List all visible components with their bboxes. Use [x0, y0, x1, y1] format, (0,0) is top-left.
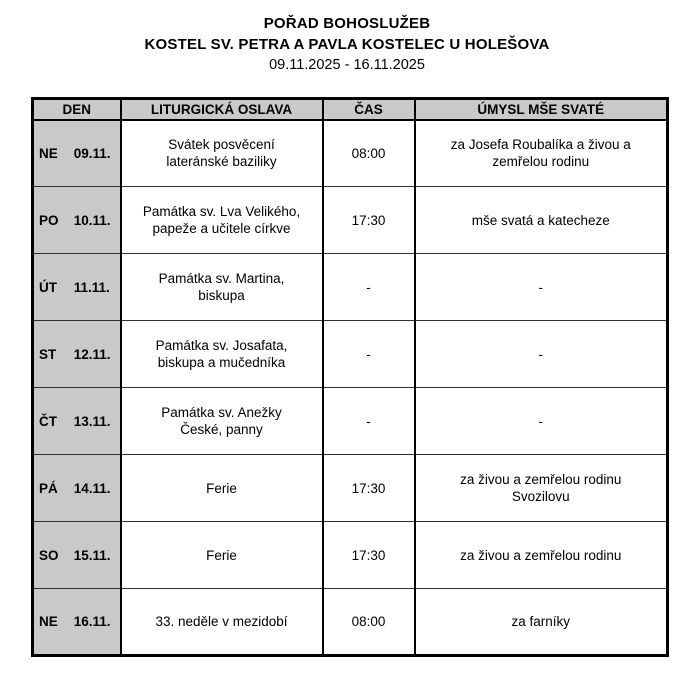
schedule-table-body: [33, 120, 668, 656]
day-abbrev: ČT: [39, 413, 57, 429]
schedule-table-header: [33, 99, 668, 120]
day-date: 16.11.: [73, 614, 111, 629]
schedule-table: [31, 97, 669, 657]
page-title: POŘAD BOHOSLUŽEB: [263, 15, 431, 32]
table-row: [33, 321, 668, 388]
day-cell: [33, 120, 121, 187]
intention-cell: za živou a zemřelou rodinu: [415, 522, 668, 589]
day-cell: [33, 187, 121, 254]
day-cell: [33, 254, 121, 321]
intention-cell: -: [415, 388, 668, 455]
day-date: 10.11.: [73, 212, 111, 228]
celebration-cell: Ferie: [121, 455, 323, 522]
document-header: [0, 0, 694, 76]
day-date: 13.11.: [73, 413, 111, 429]
day-abbrev: PÁ: [39, 480, 58, 496]
day-abbrev: ST: [39, 346, 57, 362]
column-header-den: DEN: [33, 99, 121, 120]
time-cell: 17:30: [323, 455, 415, 522]
day-cell: [33, 522, 121, 589]
celebration-cell: Památka sv. Lva Velikého, papeže a učitele církve: [121, 187, 323, 254]
day-abbrev: PO: [39, 212, 59, 228]
celebration-cell: Ferie: [121, 522, 323, 589]
celebration-cell: Památka sv. Anežky České, panny: [121, 388, 323, 455]
day-date: 14.11.: [73, 480, 111, 496]
column-header-liturgicka-oslava: LITURGICKÁ OSLAVA: [121, 99, 323, 120]
church-name: KOSTEL SV. PETRA A PAVLA KOSTELEC U HOLEŠOVA: [144, 36, 550, 53]
celebration-cell: Svátek posvěcení lateránské baziliky: [121, 120, 323, 187]
table-row: [33, 254, 668, 321]
celebration-cell: Památka sv. Josafata, biskupa a mučedníka: [121, 321, 323, 388]
time-cell: -: [323, 388, 415, 455]
day-date: 11.11.: [73, 279, 110, 295]
header-row: [33, 99, 668, 120]
intention-cell: -: [415, 321, 668, 388]
table-row: [33, 120, 668, 187]
day-date: 15.11.: [73, 547, 111, 563]
table-row: [33, 187, 668, 254]
day-cell: [33, 321, 121, 388]
day-abbrev: NE: [39, 614, 58, 629]
time-cell: 17:30: [323, 187, 415, 254]
table-row: [33, 388, 668, 455]
time-cell: -: [323, 254, 415, 321]
table-row: [33, 589, 668, 656]
day-cell: [33, 589, 121, 656]
table-row: [33, 522, 668, 589]
time-cell: 17:30: [323, 522, 415, 589]
time-cell: 08:00: [323, 589, 415, 656]
day-date: 12.11.: [73, 346, 111, 362]
intention-cell: za živou a zemřelou rodinu Svozilovu: [415, 455, 668, 522]
day-abbrev: SO: [39, 547, 59, 563]
date-range: 09.11.2025 - 16.11.2025: [269, 57, 425, 73]
day-cell: [33, 388, 121, 455]
day-abbrev: NE: [39, 145, 58, 161]
intention-cell: mše svatá a katecheze: [415, 187, 668, 254]
intention-cell: -: [415, 254, 668, 321]
column-header-cas: ČAS: [323, 99, 415, 120]
time-cell: 08:00: [323, 120, 415, 187]
column-header-umysl-mse-svate: ÚMYSL MŠE SVATÉ: [415, 99, 668, 120]
intention-cell: za farníky: [415, 589, 668, 656]
day-cell: [33, 455, 121, 522]
day-abbrev: ÚT: [39, 279, 57, 295]
table-row: [33, 455, 668, 522]
time-cell: -: [323, 321, 415, 388]
day-date: 09.11.: [73, 145, 111, 161]
intention-cell: za Josefa Roubalíka a živou a zemřelou rodinu: [415, 120, 668, 187]
celebration-cell: Památka sv. Martina, biskupa: [121, 254, 323, 321]
celebration-cell: 33. neděle v mezidobí: [121, 589, 323, 656]
